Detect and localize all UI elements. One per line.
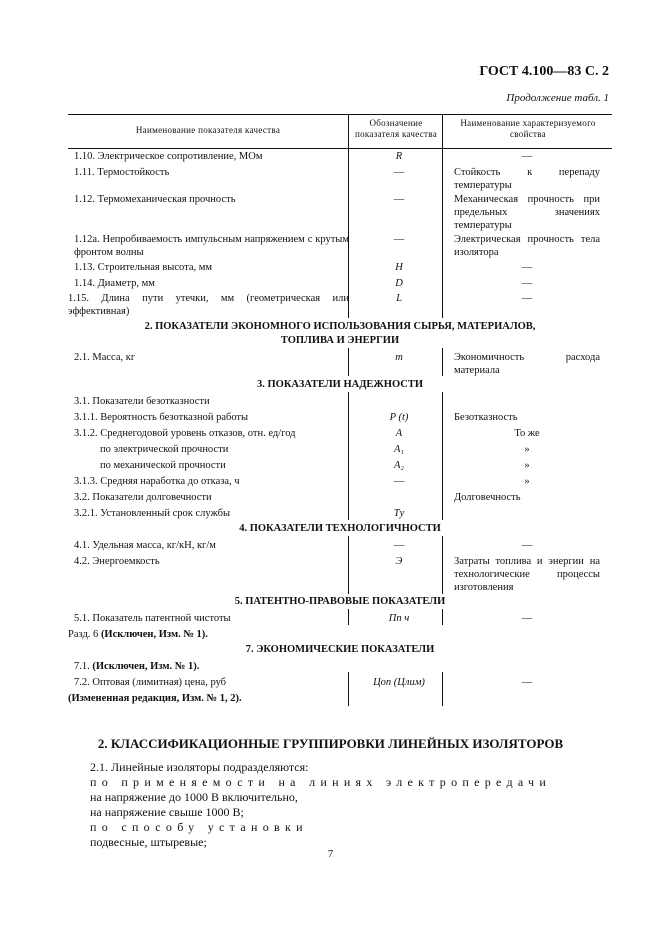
row-property: — bbox=[521, 278, 533, 289]
page-number: 7 bbox=[327, 848, 334, 860]
section6-note bbox=[68, 628, 612, 641]
row-name: 1.12. Термомеханическая прочность bbox=[74, 194, 236, 205]
row-property: Безотказность bbox=[454, 412, 518, 423]
row-property: Долговечность bbox=[454, 492, 521, 503]
section-title-4: 4. ПОКАЗАТЕЛИ ТЕХНОЛОГИЧНОСТИ bbox=[239, 523, 441, 534]
row-bold: (Исключен, Изм. № 1). bbox=[92, 661, 200, 672]
row-name: 4.1. Удельная масса, кг/кН, кг/м bbox=[74, 540, 216, 551]
row-property: То же bbox=[514, 428, 540, 439]
text-line: на напряжение свыше 1000 В; bbox=[90, 805, 244, 819]
row-symbol: Пп ч bbox=[388, 613, 410, 624]
row-property: — bbox=[521, 677, 533, 688]
amendment-note: (Измененная редакция, Изм. № 1, 2). bbox=[68, 693, 242, 704]
row-name: 1.13. Строительная высота, мм bbox=[74, 262, 213, 273]
row-property: » bbox=[524, 444, 530, 455]
section-title-5: 5. ПАТЕНТНО-ПРАВОВЫЕ ПОКАЗАТЕЛИ bbox=[234, 596, 446, 607]
header-divider-1 bbox=[348, 114, 349, 148]
note-prefix: Разд. 6 bbox=[68, 629, 101, 640]
text-line: на напряжение до 1000 В включительно, bbox=[90, 790, 298, 804]
row-name: 4.2. Энергоемкость bbox=[74, 556, 160, 567]
document-code: ГОСТ 4.100—83 С. 2 bbox=[479, 64, 609, 79]
row-name: 1.10. Электрическое сопротивление, МОм bbox=[74, 151, 263, 162]
row-symbol: A bbox=[395, 428, 403, 439]
text-line: по применяемости на линиях электропередачи bbox=[90, 775, 552, 789]
section-title-3: 3. ПОКАЗАТЕЛИ НАДЕЖНОСТИ bbox=[256, 379, 424, 390]
row-name: 1.11. Термостойкость bbox=[74, 167, 170, 178]
row-name: по механической прочности bbox=[100, 460, 226, 471]
row-name: 3.2. Показатели долговечности bbox=[74, 492, 212, 503]
row-name: 1.12а. Непробиваемость импульсным напряжением с крутым фронтом волны bbox=[74, 234, 349, 258]
row-symbol: P (t) bbox=[389, 412, 409, 423]
column-header-property: Наименование характеризуемого свойства bbox=[460, 118, 596, 139]
header-bottom-rule bbox=[68, 148, 612, 149]
row-property: — bbox=[521, 151, 533, 162]
row-name: 3.1.2. Среднегодовой уровень отказов, отн. ед/год bbox=[74, 428, 296, 439]
row-name: 1.14. Диаметр, мм bbox=[74, 278, 155, 289]
row-property: Электрическая прочность тела изолятора bbox=[454, 234, 600, 258]
row-symbol: A₂ bbox=[393, 460, 405, 471]
row-symbol: Tу bbox=[393, 508, 405, 519]
row-property: » bbox=[524, 460, 530, 471]
row-symbol: Э bbox=[395, 556, 403, 567]
row-symbol: R bbox=[395, 151, 403, 162]
row-symbol: m bbox=[395, 352, 403, 363]
row-symbol: — bbox=[393, 167, 405, 178]
row-symbol: A₁ bbox=[393, 444, 405, 455]
text-line: по способу установки bbox=[90, 820, 308, 834]
row-property: Экономичность расхода материала bbox=[454, 352, 600, 376]
row-property: — bbox=[521, 540, 533, 551]
row-symbol: D bbox=[395, 278, 403, 289]
row-name: 7.2. Оптовая (лимитная) цена, руб bbox=[74, 677, 227, 688]
row-symbol: Цоп (Цлим) bbox=[373, 677, 425, 688]
row-property: » bbox=[524, 476, 530, 487]
row-symbol: — bbox=[393, 234, 405, 245]
row-property: — bbox=[521, 262, 533, 273]
column-header-symbol: Обозначение показателя качества bbox=[354, 118, 438, 139]
table-continuation: Продолжение табл. 1 bbox=[506, 92, 609, 104]
row-name: 1.15. Длина пути утечки, мм (геометрическая или эффективная) bbox=[68, 293, 349, 317]
row-symbol: — bbox=[393, 476, 405, 487]
column-header-name: Наименование показателя качества bbox=[135, 125, 281, 135]
text-line: 2.1. Линейные изоляторы подразделяются: bbox=[90, 760, 309, 774]
row-property: — bbox=[521, 293, 533, 304]
section-title-7: 7. ЭКОНОМИЧЕСКИЕ ПОКАЗАТЕЛИ bbox=[245, 644, 435, 655]
row-name: 3.2.1. Установленный срок службы bbox=[74, 508, 230, 519]
row-property: — bbox=[521, 613, 533, 624]
text-line: подвесные, штыревые; bbox=[90, 835, 207, 849]
header-divider-2 bbox=[442, 114, 443, 148]
row-symbol: H bbox=[395, 262, 403, 273]
row-name: 3.1.1. Вероятность безотказной работы bbox=[74, 412, 249, 423]
row-symbol: — bbox=[393, 540, 405, 551]
section-heading: 2. КЛАССИФИКАЦИОННЫЕ ГРУППИРОВКИ ЛИНЕЙНЫХ ИЗОЛЯТОРОВ bbox=[97, 736, 564, 751]
section-title-2: 2. ПОКАЗАТЕЛИ ЭКОНОМНОГО ИСПОЛЬЗОВАНИЯ СЫРЬЯ, МАТЕРИАЛОВ, bbox=[144, 321, 536, 332]
row-name: 2.1. Масса, кг bbox=[74, 352, 136, 363]
row-property: Затраты топлива и энергии на технологические процессы изготовления bbox=[454, 556, 600, 593]
table-top-rule bbox=[68, 114, 612, 115]
row-name: 3.1. Показатели безотказности bbox=[74, 396, 210, 407]
row-symbol: — bbox=[393, 194, 405, 205]
row-symbol: L bbox=[396, 293, 402, 304]
row-property: Механическая прочность при предельных значениях температуры bbox=[454, 194, 600, 231]
row-property: Стойкость к перепаду температуры bbox=[454, 167, 600, 191]
section-title-2b: ТОПЛИВА И ЭНЕРГИИ bbox=[280, 335, 400, 346]
row-name: 5.1. Показатель патентной чистоты bbox=[74, 613, 231, 624]
row-name: по электрической прочности bbox=[100, 444, 229, 455]
note-bold: (Исключен, Изм. № 1). bbox=[100, 629, 208, 640]
row-name: 3.1.3. Средняя наработка до отказа, ч bbox=[74, 476, 240, 487]
row-prefix: 7.1. bbox=[74, 661, 93, 672]
